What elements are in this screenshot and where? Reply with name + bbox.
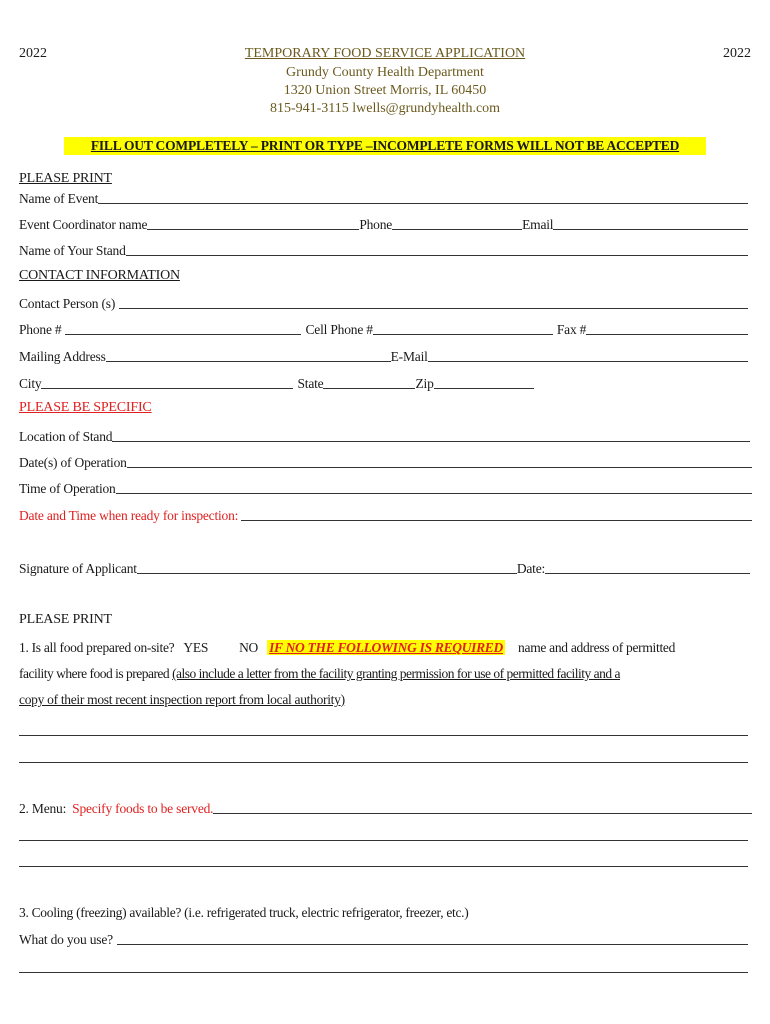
q2-answer-line-2[interactable] xyxy=(19,840,748,841)
field-city-row xyxy=(19,374,534,392)
dates-label: Date(s) of Operation xyxy=(19,455,127,470)
question-1-line-2 xyxy=(19,666,748,682)
q1-answer-line-1[interactable] xyxy=(19,735,748,736)
name-of-event-input[interactable] xyxy=(98,191,748,204)
field-mailing-row xyxy=(19,347,748,365)
mailing-address-input[interactable] xyxy=(106,349,391,362)
q1-answer-line-2[interactable] xyxy=(19,762,748,763)
coordinator-label: Event Coordinator name xyxy=(19,217,148,232)
field-dates[interactable] xyxy=(19,453,752,471)
signature-date-label: Date: xyxy=(516,561,546,576)
field-contact-person[interactable] xyxy=(19,294,748,312)
field-coordinator-row xyxy=(19,215,748,233)
signature-date-input[interactable] xyxy=(545,561,750,574)
q1-line2-underlined: (also include a letter from the facility granting permission for use of permitted facility and a xyxy=(172,666,621,681)
notice-banner: FILL OUT COMPLETELY – PRINT OR TYPE –INCOMPLETE FORMS WILL NOT BE ACCEPTED xyxy=(64,137,706,155)
department-address: 1320 Union Street Morris, IL 60450 xyxy=(283,83,487,98)
stand-name-input[interactable] xyxy=(126,243,748,256)
q1-prefix: 1. Is all food prepared on-site? xyxy=(19,640,175,655)
q1-line2-plain: facility where food is prepared xyxy=(19,666,173,681)
section-please-print-2: PLEASE PRINT xyxy=(19,612,112,627)
question-2-row xyxy=(19,799,752,817)
city-label: City xyxy=(19,376,42,391)
q3-answer-input[interactable] xyxy=(117,932,748,945)
q2-specify: Specify foods to be served. xyxy=(72,801,214,816)
field-stand-name[interactable] xyxy=(19,241,748,259)
section-please-be-specific: PLEASE BE SPECIFIC xyxy=(19,400,152,415)
cell-phone-input[interactable] xyxy=(373,322,553,335)
form-title: TEMPORARY FOOD SERVICE APPLICATION xyxy=(244,46,526,61)
field-inspection[interactable] xyxy=(19,506,752,524)
field-location[interactable] xyxy=(19,427,750,445)
cell-phone-label: Cell Phone # xyxy=(305,322,373,337)
year-right: 2022 xyxy=(723,46,751,61)
email-label: Email xyxy=(522,217,554,232)
q2-menu-input[interactable] xyxy=(213,801,752,814)
fax-label: Fax # xyxy=(556,322,587,337)
field-phone-row xyxy=(19,320,748,338)
question-1-line-3 xyxy=(19,692,748,708)
email-input[interactable] xyxy=(553,217,748,230)
department-name: Grundy County Health Department xyxy=(286,65,484,80)
year-left: 2022 xyxy=(19,46,47,61)
coordinator-input[interactable] xyxy=(147,217,359,230)
phone-input[interactable] xyxy=(392,217,522,230)
state-input[interactable] xyxy=(323,376,415,389)
question-1-line-1 xyxy=(19,640,748,656)
q3-answer-line-2[interactable] xyxy=(19,972,748,973)
section-contact-information: CONTACT INFORMATION xyxy=(19,268,180,283)
zip-label: Zip xyxy=(415,376,434,391)
dates-input[interactable] xyxy=(127,455,752,468)
field-signature-row xyxy=(19,559,750,577)
question-3-row xyxy=(19,930,748,948)
inspection-input[interactable] xyxy=(241,508,752,521)
q1-rest-text: name and address of permitted xyxy=(518,640,676,655)
field-time[interactable] xyxy=(19,479,752,497)
contact-email-label: E-Mail xyxy=(390,349,428,364)
field-name-of-event[interactable] xyxy=(19,189,748,207)
contact-person-input[interactable] xyxy=(119,296,748,309)
name-of-event-label: Name of Event xyxy=(19,191,99,206)
inspection-label: Date and Time when ready for inspection: xyxy=(19,508,239,523)
q1-yes-option[interactable]: YES xyxy=(183,640,209,655)
q2-prefix: 2. Menu: xyxy=(19,801,67,816)
time-label: Time of Operation xyxy=(19,481,116,496)
q3-what-label: What do you use? xyxy=(19,932,113,947)
department-contact: 815-941-3115 lwells@grundyhealth.com xyxy=(269,101,501,116)
signature-input[interactable] xyxy=(137,561,517,574)
q1-required-highlight: IF NO THE FOLLOWING IS REQUIRED xyxy=(269,640,503,655)
time-input[interactable] xyxy=(116,481,752,494)
contact-phone-input[interactable] xyxy=(65,322,301,335)
fax-input[interactable] xyxy=(586,322,748,335)
mailing-address-label: Mailing Address xyxy=(19,349,106,364)
zip-input[interactable] xyxy=(434,376,534,389)
state-label: State xyxy=(297,376,324,391)
location-label: Location of Stand xyxy=(19,429,113,444)
contact-phone-label: Phone # xyxy=(19,322,62,337)
question-3-text: 3. Cooling (freezing) available? (i.e. refrigerated truck, electric refrigerator, freezer, etc.) xyxy=(19,905,469,920)
q1-no-option[interactable]: NO xyxy=(239,640,259,655)
city-input[interactable] xyxy=(41,376,293,389)
contact-email-input[interactable] xyxy=(428,349,748,362)
section-please-print: PLEASE PRINT xyxy=(19,171,112,186)
phone-label: Phone xyxy=(359,217,393,232)
contact-person-label: Contact Person (s) xyxy=(19,296,116,311)
signature-label: Signature of Applicant xyxy=(19,561,137,576)
stand-name-label: Name of Your Stand xyxy=(19,243,126,258)
location-input[interactable] xyxy=(112,429,750,442)
q2-answer-line-3[interactable] xyxy=(19,866,748,867)
q1-line3-underlined: copy of their most recent inspection report from local authority) xyxy=(19,692,345,707)
